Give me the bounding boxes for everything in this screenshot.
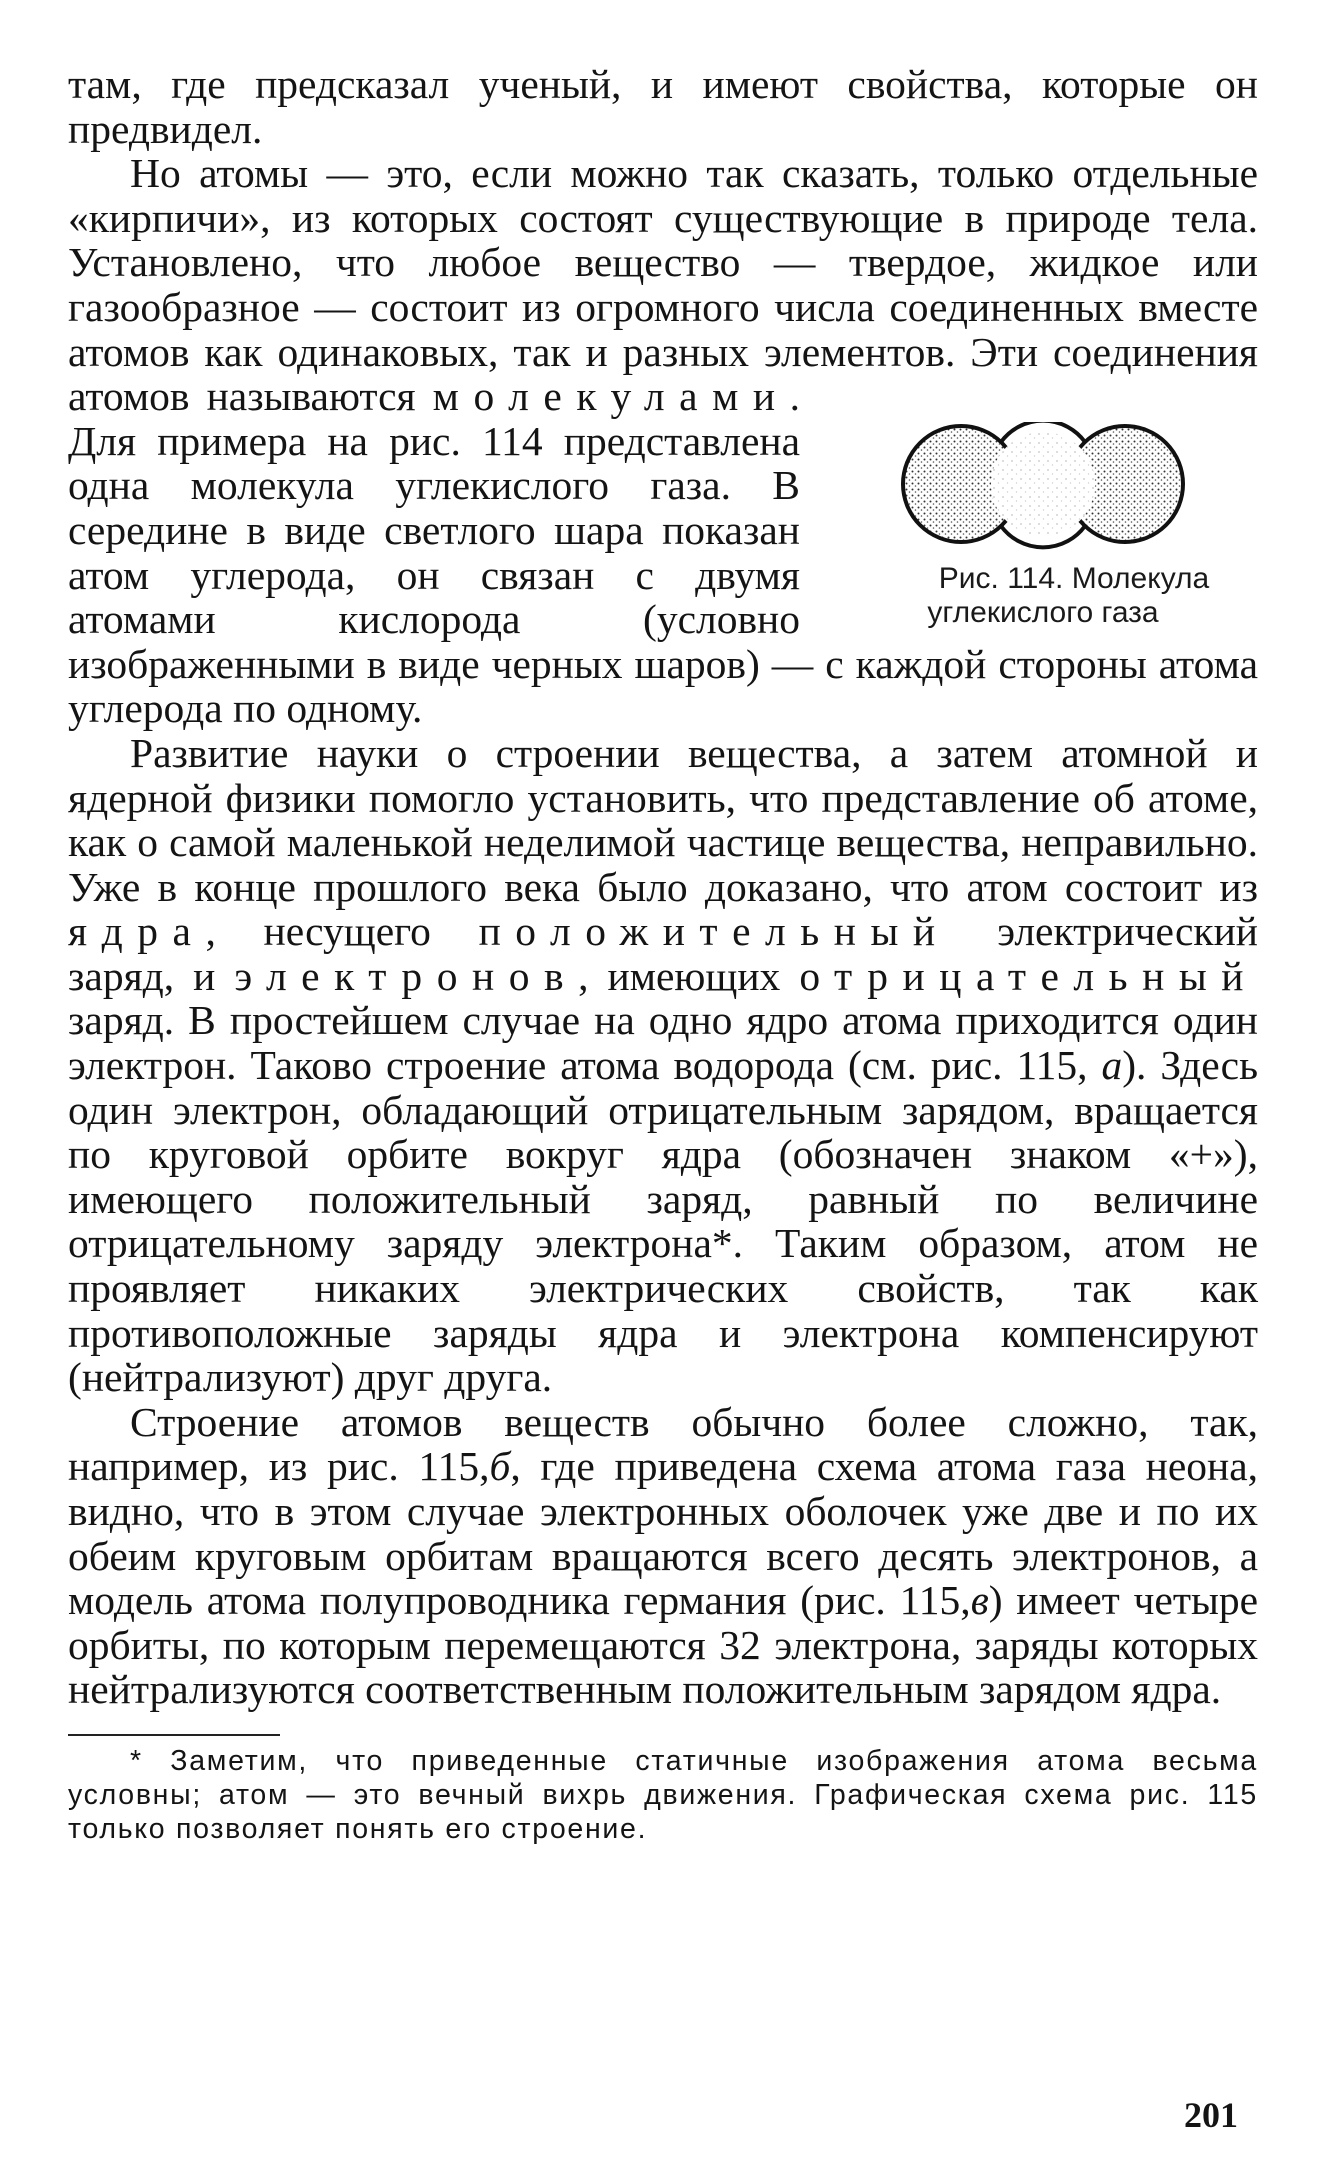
- paragraph-2: [68, 151, 1258, 731]
- term-negative: отрицательный: [799, 952, 1258, 999]
- co2-molecule-icon: [893, 422, 1193, 552]
- figure-114: [828, 422, 1258, 630]
- fig-ref-v: в: [970, 1577, 989, 1624]
- paragraph-2-text-b: . Для примера на рис. 114 представлена одна молекула углекислого газа. В середине в виде светлого шара показан атом углерода, он связан с двумя атомами кислорода (условно изображенными в виде черных шаров) — с каждой стороны атома углерода по одному.: [68, 373, 1258, 732]
- paragraph-3-text-d: , имеющих: [578, 952, 800, 999]
- paragraph-2-text-a: Но атомы — это, если можно так сказать, только отдельные «кирпичи», из которых состоят существующие в природе тела. Установлено, что любое вещество — твердое, жидкое или газообразное — состоит из огромного числа соединенных вместе атомов как одинаковых, так и разных элементов. Эти соединения атомов называются: [68, 150, 1258, 420]
- paragraph-4-text-c: ) имеет четыре орбиты, по которым перемещаются 32 электрона, заряды которых нейтрализуются соответственным положительным зарядом ядра.: [68, 1577, 1259, 1713]
- page-body: [68, 62, 1258, 1846]
- paragraph-3-text-f: ). Здесь один электрон, обладающий отрицательным зарядом, вращается по круговой орбите вокруг ядра (обозначен знаком «+»), имеющего положительный заряд, равный по величине отрицательному заряду электрона*. Таким образом, атом не проявляет никаких электрических свойств, так как противоположные заряды ядра и электрона компенсируют (нейтрализуют) друг друга.: [68, 1042, 1258, 1401]
- fig-ref-a: а: [1101, 1042, 1123, 1089]
- paragraph-3-text-c: электрический заряд, и: [68, 908, 1258, 999]
- term-nucleus: ядра: [68, 908, 206, 955]
- paragraph-4-text-a: Строение атомов веществ обычно более сложно, так, например, из рис. 115,: [68, 1398, 1258, 1490]
- term-electrons: электронов: [234, 952, 579, 999]
- fig-ref-b: б: [489, 1443, 511, 1490]
- footnote: * Заметим, что приведенные статичные изображения атома весьма условны; атом — это вечный вихрь движения. Графическая схема рис. 115 только позволяет понять его строение.: [68, 1744, 1258, 1845]
- paragraph-1-text: там, где предсказал ученый, и имеют свойства, которые он предвидел.: [68, 61, 1258, 152]
- paragraph-1: [68, 62, 1258, 151]
- footnote-divider: [68, 1734, 280, 1736]
- paragraph-3-text-b: , несущего: [205, 908, 479, 955]
- paragraph-3: [68, 731, 1258, 1400]
- figure-caption: Рис. 114. Молекула углекислого газа: [927, 562, 1210, 630]
- paragraph-4-text-b: , где приведена схема атома газа неона, видно, что в этом случае электронных оболочек уже две и по их обеим круговым орбитам вращаются всего десять электронов, а модель атома полупроводника германия (рис. 115,: [68, 1443, 1258, 1624]
- page-number: 201: [1184, 2095, 1238, 2135]
- term-positive: положительный: [478, 908, 950, 955]
- paragraph-3-text-e: заряд. В простейшем случае на одно ядро атома приходится один электрон. Таково строение атома водорода (см. рис. 115,: [68, 997, 1258, 1089]
- paragraph-3-text-a: Развитие науки о строении вещества, а затем атомной и ядерной физики помогло установить, что представление об атоме, как о самой маленькой неделимой частице вещества, неправильно. Уже в конце прошлого века было доказано, что атом состоит из: [68, 729, 1258, 910]
- paragraph-4: [68, 1400, 1258, 1712]
- term-molecules: молекулами: [432, 373, 790, 420]
